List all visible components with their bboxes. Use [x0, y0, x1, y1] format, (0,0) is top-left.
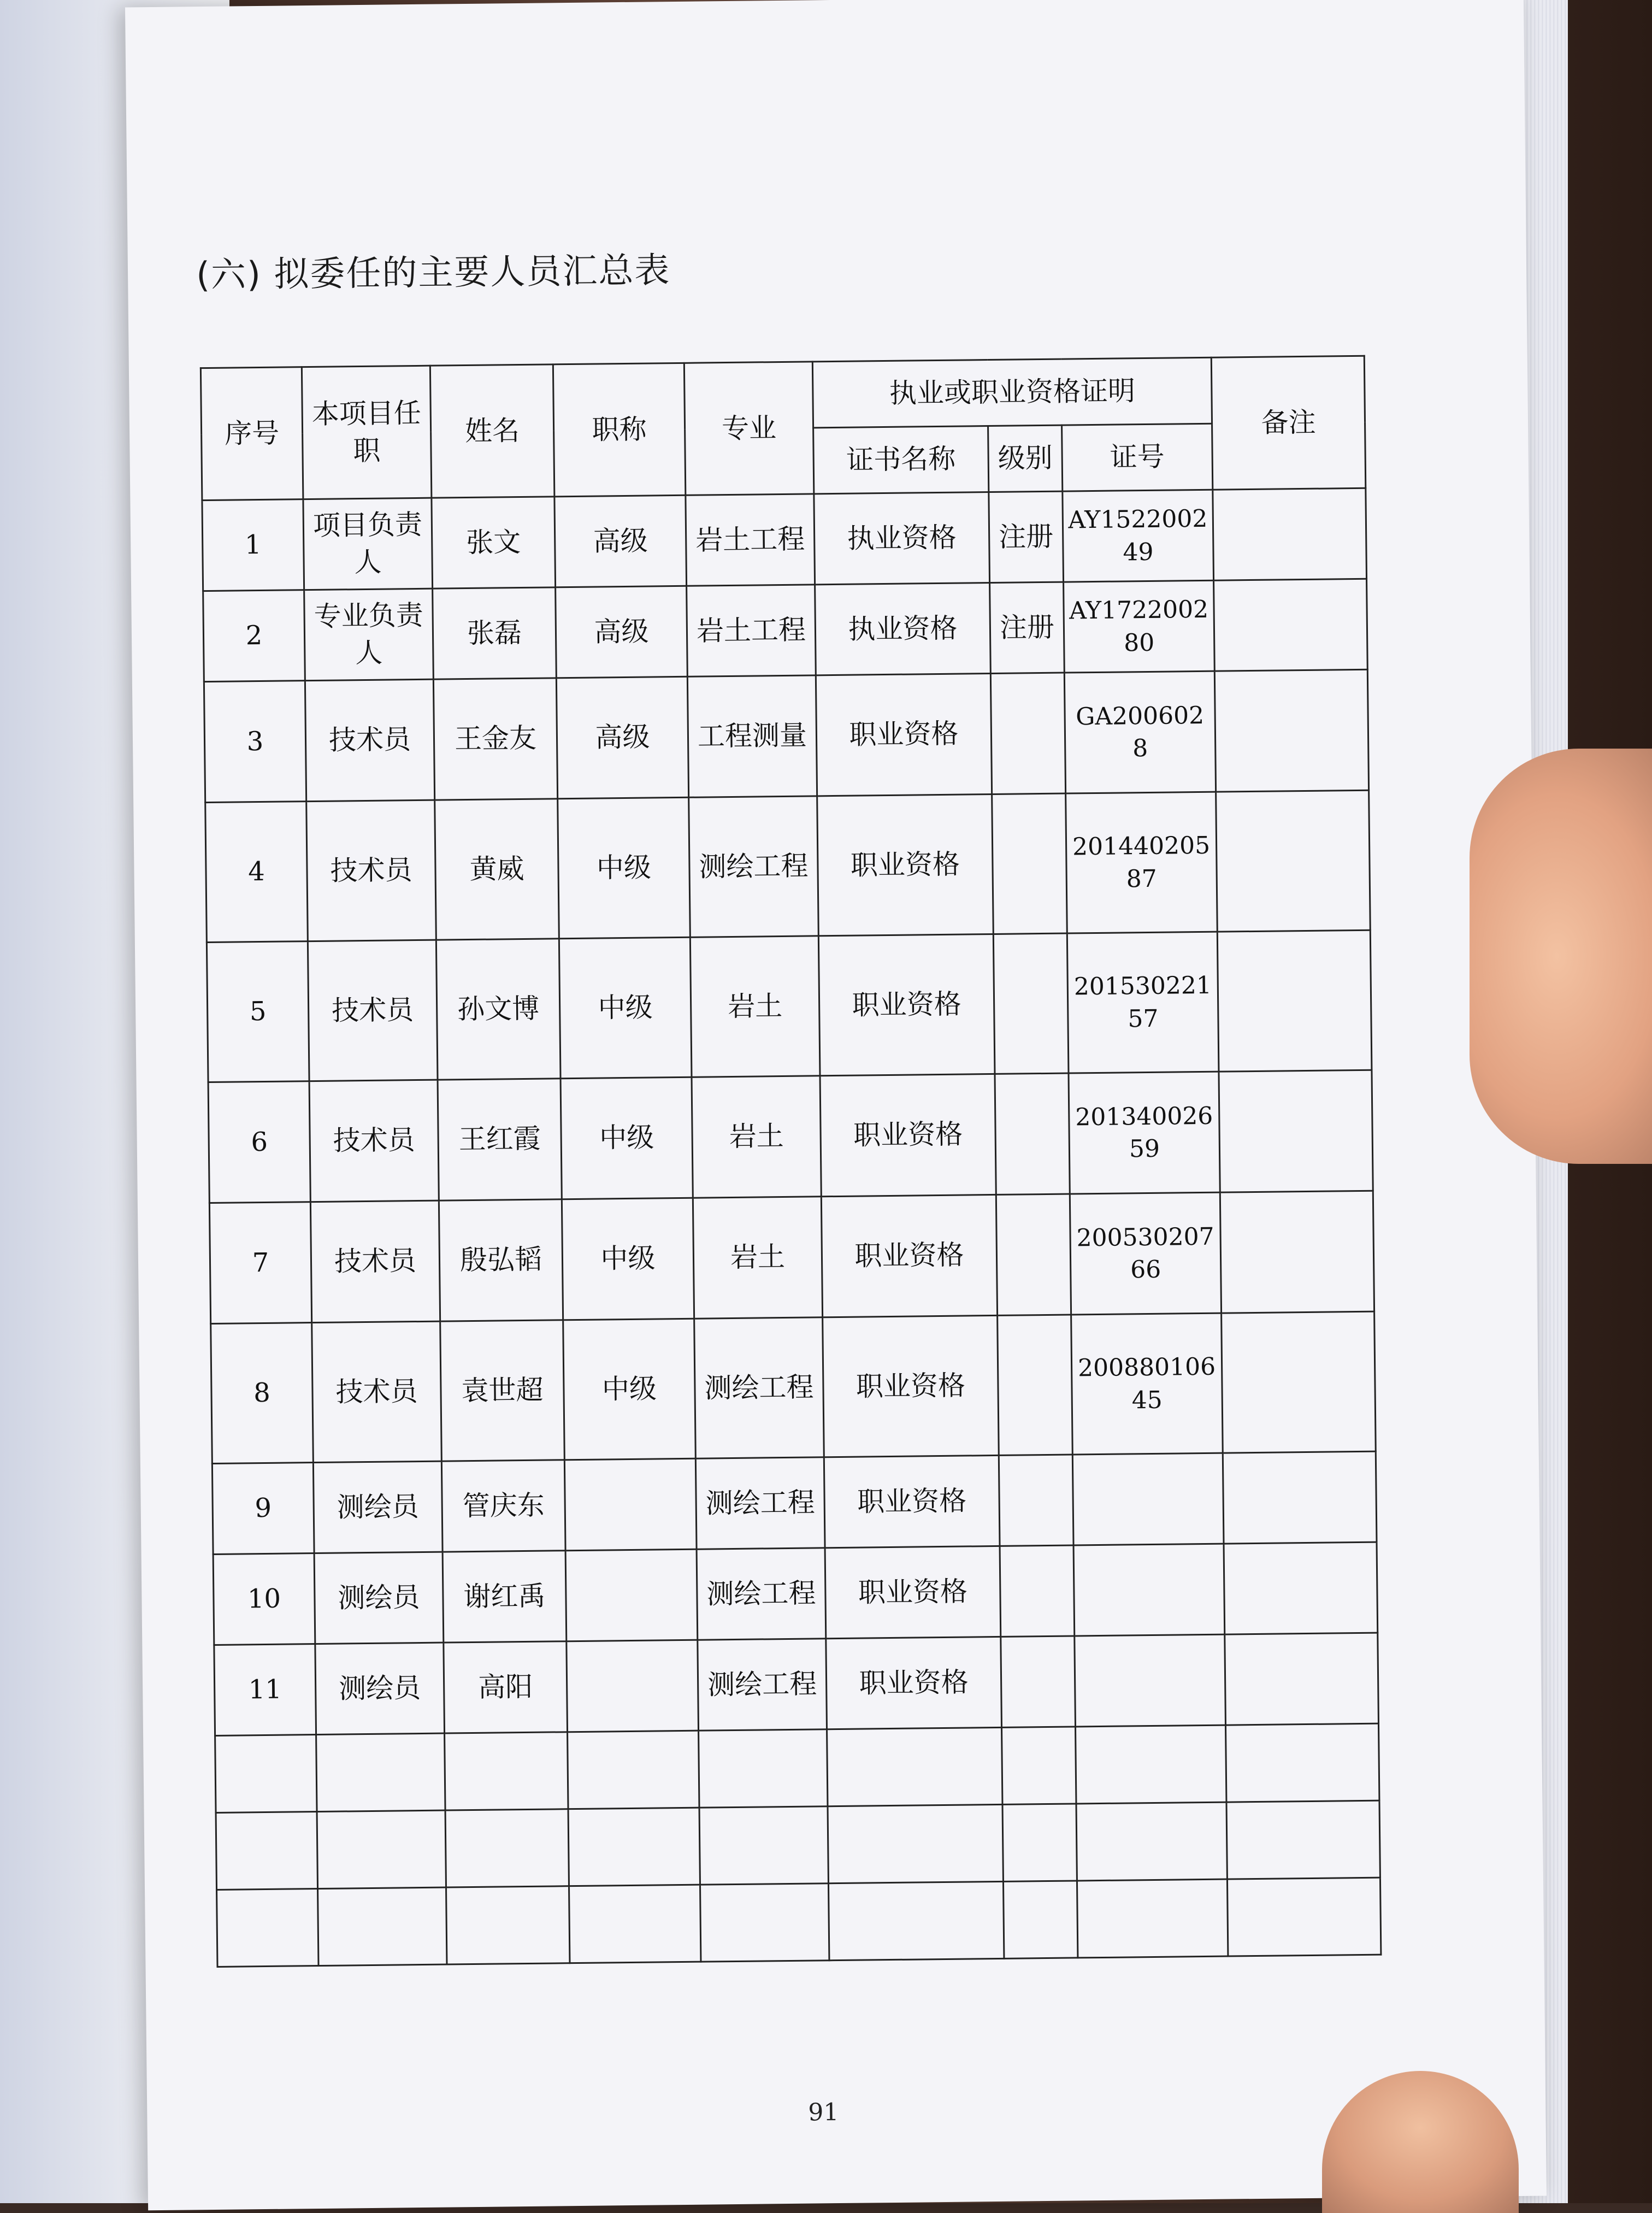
cell-position	[318, 1887, 447, 1965]
cell-major: 工程测量	[687, 675, 817, 797]
cell-name: 谢红禹	[442, 1551, 567, 1643]
cell-major: 测绘工程	[695, 1457, 825, 1549]
cell-cert-no	[1075, 1634, 1226, 1727]
cell-position: 测绘员	[315, 1643, 445, 1734]
cell-name: 殷弘韬	[439, 1199, 563, 1321]
header-qualification: 执业或职业资格证明	[812, 357, 1212, 428]
cell-cert-name: 执业资格	[814, 492, 990, 585]
table-row	[209, 1191, 1374, 1323]
header-name: 姓名	[430, 364, 554, 498]
cell-cert-name: 执业资格	[815, 582, 991, 675]
cell-level	[1001, 1636, 1076, 1727]
cell-level	[990, 673, 1065, 794]
cell-level	[993, 933, 1069, 1074]
cell-remark	[1216, 790, 1371, 932]
table-row	[213, 1542, 1378, 1645]
cell-name: 黄威	[435, 799, 559, 940]
cell-cert-no: 20144020587	[1066, 792, 1218, 933]
cell-major: 测绘工程	[698, 1639, 827, 1731]
cell-title: 中级	[563, 1319, 696, 1459]
header-cert-name: 证书名称	[813, 426, 989, 494]
cell-cert-no: 20153022157	[1067, 932, 1219, 1073]
cell-cert-name: 职业资格	[826, 1637, 1002, 1729]
cell-seq: 7	[209, 1202, 311, 1324]
header-position: 本项目任职	[302, 366, 432, 499]
header-level: 级别	[988, 425, 1063, 492]
cell-name: 张文	[432, 497, 556, 588]
cell-major	[699, 1729, 828, 1808]
document-page	[125, 0, 1547, 2210]
cell-name: 管庆东	[441, 1460, 565, 1552]
cell-seq	[217, 1889, 318, 1967]
cell-seq: 3	[204, 681, 306, 803]
cell-major: 测绘工程	[694, 1317, 824, 1458]
cell-title	[568, 1808, 700, 1886]
cell-remark	[1223, 1451, 1377, 1544]
cell-major: 岩土	[690, 936, 820, 1077]
cell-name: 王金友	[433, 678, 557, 800]
cell-name: 袁世超	[440, 1320, 565, 1461]
cell-cert-no: 20134002659	[1069, 1072, 1220, 1194]
cell-cert-name: 职业资格	[825, 1546, 1001, 1638]
cell-cert-name	[828, 1881, 1004, 1960]
table-row	[204, 669, 1368, 802]
cell-cert-no	[1077, 1879, 1228, 1958]
cell-position: 技术员	[309, 1080, 439, 1202]
cell-level	[1002, 1804, 1077, 1881]
cell-cert-no	[1076, 1802, 1227, 1881]
cell-title: 中级	[562, 1198, 694, 1320]
cell-remark	[1225, 1633, 1379, 1725]
header-cert-no: 证号	[1062, 423, 1213, 491]
cell-position	[317, 1810, 446, 1888]
page-title: (六) 拟委任的主要人员汇总表	[196, 250, 671, 296]
cell-position: 专业负责人	[304, 588, 434, 680]
cell-major: 岩土	[692, 1076, 821, 1198]
cell-level: 注册	[989, 491, 1064, 582]
cell-seq: 6	[208, 1081, 310, 1203]
cell-title: 中级	[560, 1077, 693, 1199]
cell-level	[996, 1194, 1071, 1315]
cell-cert-no: 20053020766	[1070, 1192, 1221, 1315]
cell-cert-no	[1076, 1725, 1226, 1804]
cell-major: 测绘工程	[697, 1548, 826, 1640]
cell-title: 中级	[559, 937, 692, 1078]
cell-cert-no: AY172200280	[1064, 580, 1215, 673]
cell-remark	[1214, 579, 1368, 671]
cell-cert-name: 职业资格	[821, 1194, 997, 1317]
cell-major: 测绘工程	[689, 796, 819, 937]
header-major: 专业	[684, 362, 814, 495]
cell-seq: 5	[206, 941, 309, 1082]
cell-cert-name: 职业资格	[820, 1074, 996, 1196]
cell-name: 孙文博	[436, 939, 560, 1080]
cell-remark	[1214, 669, 1368, 792]
cell-cert-name: 职业资格	[818, 934, 995, 1075]
cell-seq: 8	[211, 1323, 314, 1464]
cell-level	[998, 1315, 1073, 1455]
cell-title	[567, 1640, 699, 1732]
cell-position: 技术员	[305, 679, 434, 801]
personnel-table	[200, 355, 1382, 1968]
table-row	[215, 1723, 1379, 1812]
table-row	[206, 930, 1372, 1082]
cell-cert-no	[1072, 1453, 1224, 1545]
cell-cert-name	[827, 1727, 1002, 1806]
cell-remark	[1219, 1070, 1373, 1192]
table-row	[214, 1633, 1379, 1735]
cell-cert-name: 职业资格	[816, 673, 992, 796]
cell-name: 王红霞	[438, 1079, 562, 1200]
cell-name	[445, 1809, 569, 1887]
personnel-table-wrapper	[200, 355, 1380, 1968]
cell-cert-no: AY152200249	[1063, 490, 1214, 582]
cell-level	[1003, 1881, 1077, 1958]
cell-level	[1002, 1727, 1076, 1804]
cell-seq: 4	[205, 802, 308, 943]
cell-seq	[216, 1812, 317, 1890]
cell-position: 测绘员	[313, 1461, 442, 1553]
cell-remark	[1213, 488, 1367, 580]
cell-cert-name	[828, 1804, 1003, 1883]
cell-title: 中级	[558, 797, 691, 938]
cell-remark	[1225, 1723, 1379, 1802]
holding-thumb	[1470, 749, 1652, 1164]
cell-level: 注册	[990, 582, 1065, 673]
table-row	[208, 1070, 1373, 1203]
header-remark: 备注	[1211, 356, 1366, 490]
table-row	[212, 1451, 1377, 1554]
cell-title: 高级	[556, 676, 688, 799]
cell-name	[446, 1886, 570, 1964]
cell-cert-no	[1073, 1544, 1225, 1636]
cell-title: 高级	[554, 495, 687, 587]
cell-level	[1000, 1545, 1075, 1637]
cell-cert-name: 职业资格	[817, 794, 994, 935]
cell-seq: 10	[213, 1553, 315, 1645]
cell-seq: 1	[202, 499, 304, 591]
cell-cert-name: 职业资格	[824, 1455, 1000, 1547]
page-content	[141, 0, 1547, 2210]
cell-remark	[1226, 1800, 1380, 1879]
cell-cert-no: GA2006028	[1064, 671, 1216, 793]
table-row	[205, 790, 1371, 942]
table-row	[202, 488, 1367, 591]
table-row	[217, 1877, 1381, 1967]
table-row	[216, 1800, 1380, 1890]
page-number: 91	[808, 2098, 839, 2127]
cell-name: 张磊	[433, 587, 557, 679]
cell-seq	[215, 1735, 317, 1813]
cell-position: 技术员	[306, 800, 436, 941]
cell-seq: 9	[212, 1463, 314, 1555]
cell-seq: 2	[203, 590, 305, 682]
cell-title	[568, 1731, 699, 1809]
table-row	[211, 1311, 1376, 1463]
cell-cert-no: 20088010645	[1071, 1313, 1223, 1455]
cell-position: 项目负责人	[303, 498, 433, 590]
cell-remark	[1224, 1542, 1378, 1634]
cell-position: 测绘员	[314, 1552, 444, 1644]
cell-level	[999, 1455, 1073, 1546]
cell-position: 技术员	[308, 940, 438, 1081]
cell-major	[700, 1884, 829, 1962]
cell-position	[316, 1733, 445, 1811]
table-row	[203, 579, 1368, 681]
cell-name	[445, 1732, 568, 1810]
cell-major: 岩土	[693, 1197, 822, 1319]
cell-remark	[1217, 930, 1372, 1072]
table-body	[202, 488, 1381, 1967]
cell-remark	[1227, 1877, 1380, 1956]
cell-title	[564, 1458, 697, 1551]
cell-level	[995, 1073, 1070, 1194]
cell-level	[992, 793, 1067, 934]
cell-title	[565, 1549, 698, 1641]
table-header	[200, 356, 1365, 500]
cell-major	[699, 1806, 828, 1885]
cell-title: 高级	[556, 586, 688, 678]
cell-major: 岩土工程	[686, 494, 815, 586]
cell-title	[569, 1885, 701, 1963]
header-title: 职称	[553, 363, 686, 497]
cell-position: 技术员	[312, 1321, 442, 1462]
cell-name: 高阳	[444, 1641, 568, 1733]
cell-remark	[1222, 1311, 1376, 1453]
header-row-1	[200, 356, 1365, 434]
cell-seq: 11	[214, 1644, 316, 1736]
cell-remark	[1220, 1191, 1374, 1313]
cell-position: 技术员	[310, 1200, 440, 1322]
cell-cert-name: 职业资格	[823, 1315, 999, 1457]
cell-major: 岩土工程	[687, 585, 816, 676]
header-seq: 序号	[200, 367, 303, 501]
